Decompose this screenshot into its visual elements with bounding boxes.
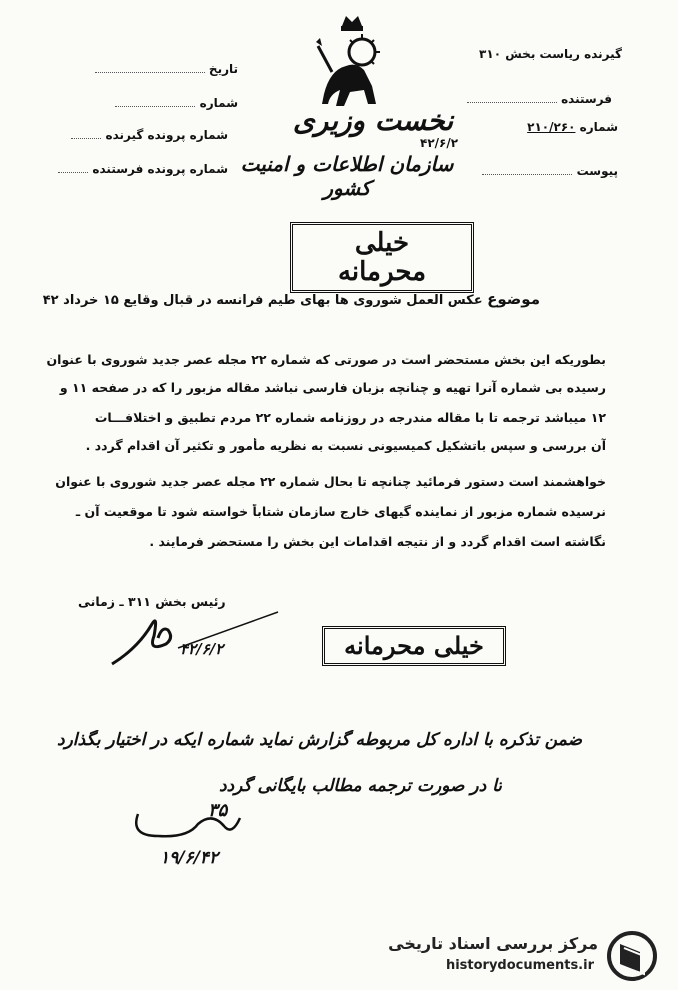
watermark-url: historydocuments.ir: [445, 958, 594, 973]
classification-stamp-bottom: خیلی محرمانه: [322, 626, 506, 666]
number-date: ۴۲/۶/۲: [420, 136, 459, 150]
department-title: نخست وزیری: [292, 104, 454, 137]
body-line: رسیده بی شماره آنرا تهیه و چنانچه بزبان فارسی نباشد مقاله مزبور را که در صفحه ۱۱ و: [59, 380, 606, 395]
subject-text: عکس العمل شوروی ها بهای طیم فرانسه در قبال وقایع ۱۵ خرداد ۴۲: [42, 293, 483, 308]
recipient-field: [479, 47, 622, 61]
lion-and-sun-emblem-icon: [310, 12, 394, 112]
body-line: آن بررسی و سپس باتشکیل کمیسیونی نسبت به نظریه مأمور و تکثیر آن اقدام گردد .: [85, 438, 606, 453]
attachment-label: پیوست: [576, 164, 618, 178]
number-field: [527, 120, 618, 134]
classification-stamp-top: خیلی محرمانه: [290, 222, 474, 293]
subject-line: [43, 290, 540, 308]
sender-label: فرستنده: [561, 92, 612, 106]
handwritten-note-line: ضمن تذکره با اداره کل مربوطه گزارش نماید شماره ایکه در اختیار بگذارد: [57, 730, 582, 750]
number-value: ۲۱۰/۲۶۰: [527, 120, 576, 134]
number2-field: [115, 96, 238, 110]
sender-field: [467, 92, 612, 106]
body-line: خواهشمند است دستور فرمائید چنانچه تا بحال شماره ۲۲ مجله عصر جدید شوروی با عنوان: [55, 474, 606, 489]
body-line: ۱۲ میباشد ترجمه تا با مقاله مندرجه در روزنامه شماره ۲۲ مردم تطبیق و اختلافـــات: [94, 410, 606, 425]
signature-scribble-icon: [108, 608, 288, 670]
file-number-label: شماره پرونده گیرنده: [105, 128, 228, 142]
signature-title: رئیس بخش ۳۱۱ ـ زمانی: [78, 594, 226, 609]
body-line: نرسیده شماره مزبور از نماینده گیهای خارج سازمان شتاباً خواسته شود تا موقعیت آن ـ: [75, 504, 606, 519]
handwritten-date: ۱۹/۶/۴۲: [160, 848, 219, 868]
handwritten-note-line: تا در صورت ترجمه مطالب بایگانی گردد: [218, 776, 502, 796]
number2-label: شماره: [199, 96, 238, 110]
organization-title: سازمان اطلاعات و امنیت کشور: [240, 152, 454, 200]
signature-date: ۴۲/۶/۲: [180, 640, 224, 658]
body-line: بطوریکه این بخش مستحضر است در صورتی که شماره ۲۲ مجله عصر جدید شوروی با عنوان: [46, 352, 606, 367]
watermark: [370, 930, 670, 982]
recipient-value: ریاست بخش ۳۱۰: [479, 47, 580, 61]
file-number-sender-label: شماره پرونده فرستنده: [92, 162, 228, 176]
handwritten-number: ۳۵: [208, 800, 228, 821]
number-label: شماره: [579, 120, 618, 134]
file-number-field: [71, 128, 228, 142]
file-number-sender-field: [58, 162, 228, 176]
body-line: نگاشته است اقدام گردد و از نتیجه اقدامات این بخش را مستحضر فرمایند .: [149, 534, 606, 549]
archive-logo-icon: [600, 930, 664, 982]
date-label: تاریخ: [208, 62, 238, 76]
date-field: [95, 62, 238, 76]
handwritten-scribble-icon: [128, 806, 248, 846]
subject-label: موضوع: [487, 290, 540, 308]
watermark-title: مرکز بررسی اسناد تاریخی: [388, 934, 598, 953]
recipient-label: گیرنده: [584, 47, 622, 61]
attachment-field: [482, 164, 618, 178]
